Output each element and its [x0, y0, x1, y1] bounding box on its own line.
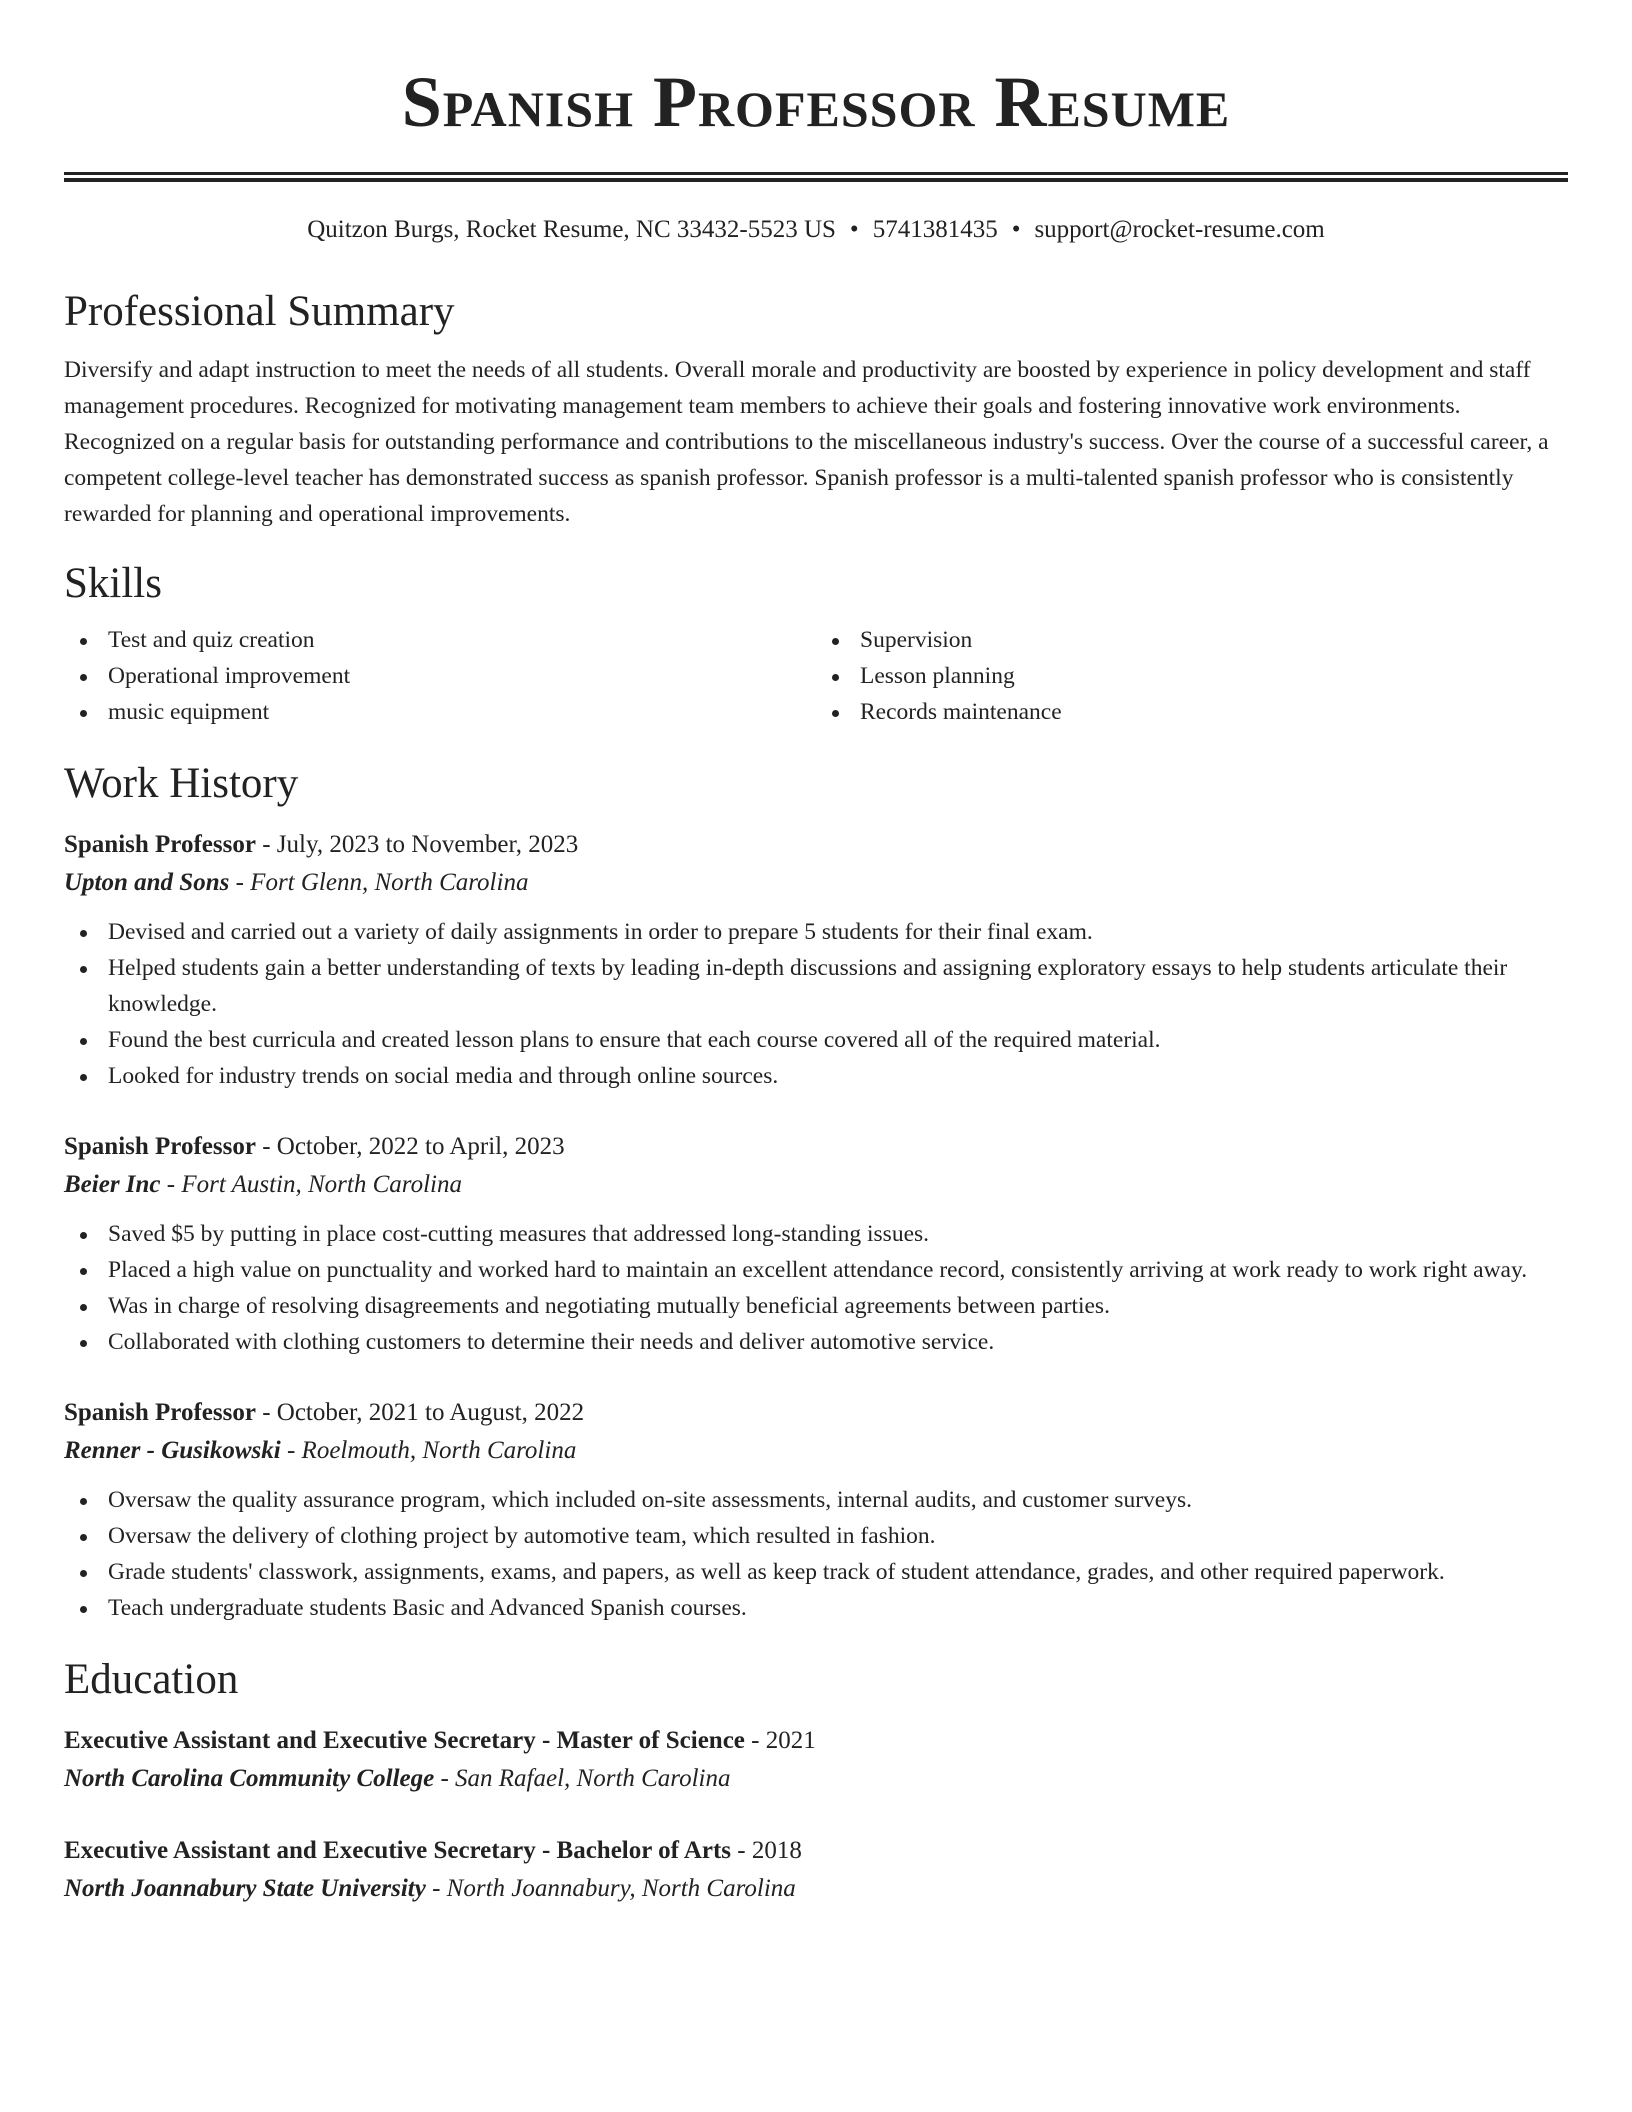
job-title: Spanish Professor [64, 1399, 256, 1426]
job-bullet: Saved $5 by putting in place cost-cutting measures that addressed long-standing issues. [64, 1216, 1568, 1252]
skill-item: Lesson planning [816, 658, 1568, 694]
job-entry [64, 826, 1568, 1094]
company-name: Beier Inc [64, 1171, 161, 1198]
job-bullet: Collaborated with clothing customers to determine their needs and deliver automotive service. [64, 1324, 1568, 1360]
contact-line [64, 214, 1568, 246]
job-bullet: Teach undergraduate students Basic and Advanced Spanish courses. [64, 1590, 1568, 1626]
job-bullets [64, 914, 1568, 1094]
skill-item: Operational improvement [64, 658, 816, 694]
company-line [64, 864, 1568, 902]
skills-heading: Skills [64, 560, 162, 607]
skill-item: Records maintenance [816, 694, 1568, 730]
job-title: Spanish Professor [64, 831, 256, 858]
skills-column-right [816, 622, 1568, 730]
contact-address: Quitzon Burgs, Rocket Resume, NC 33432-5523 US [307, 216, 836, 243]
degree-name: Executive Assistant and Executive Secretary - Bachelor of Arts [64, 1837, 732, 1864]
school-location: - San Rafael, North Carolina [434, 1765, 731, 1792]
contact-phone: 5741381435 [872, 216, 998, 243]
skills-list [64, 622, 1568, 730]
job-bullet: Was in charge of resolving disagreements and negotiating mutually beneficial agreements between parties. [64, 1288, 1568, 1324]
job-bullets [64, 1482, 1568, 1626]
school-location: - North Joannabury, North Carolina [425, 1875, 796, 1902]
job-bullets [64, 1216, 1568, 1360]
company-location: - Roelmouth, North Carolina [280, 1437, 577, 1464]
school-name: North Carolina Community College [64, 1765, 435, 1792]
job-entry [64, 1128, 1568, 1360]
job-bullet: Found the best curricula and created lesson plans to ensure that each course covered all of the required material. [64, 1022, 1568, 1058]
work-history-heading: Work History [64, 760, 299, 807]
contact-separator: • [849, 216, 859, 243]
job-title-line [64, 1394, 1568, 1432]
job-bullet: Oversaw the delivery of clothing project by automotive team, which resulted in fashion. [64, 1518, 1568, 1554]
job-title: Spanish Professor [64, 1133, 256, 1160]
company-location: - Fort Glenn, North Carolina [229, 869, 529, 896]
job-dates: - October, 2021 to August, 2022 [255, 1399, 585, 1426]
degree-year: - 2018 [731, 1837, 802, 1864]
skill-item: Supervision [816, 622, 1568, 658]
job-bullet: Grade students' classwork, assignments, exams, and papers, as well as keep track of student attendance, grades, and other required paperwork. [64, 1554, 1568, 1590]
job-bullet: Helped students gain a better understanding of texts by leading in-depth discussions and assigning exploratory essays to help students articulate their knowledge. [64, 950, 1568, 1022]
company-line [64, 1432, 1568, 1470]
summary-heading: Professional Summary [64, 288, 455, 335]
degree-name: Executive Assistant and Executive Secretary - Master of Science [64, 1727, 745, 1754]
summary-text: Diversify and adapt instruction to meet the needs of all students. Overall morale and productivity are boosted by experience in policy development and staff management procedures. Recognized for motivating management team members to achieve their goals and fostering innovative work environments. Recognized on a regular basis for outstanding performance and contributions to the miscellaneous industry's success. Over the course of a successful career, a competent college-level teacher has demonstrated success as spanish professor. Spanish professor is a multi-talented spanish professor who is consistently rewarded for planning and operational improvements. [64, 357, 1549, 527]
company-location: - Fort Austin, North Carolina [160, 1171, 462, 1198]
degree-line [64, 1722, 1568, 1760]
job-bullet: Oversaw the quality assurance program, which included on-site assessments, internal audits, and customer surveys. [64, 1482, 1568, 1518]
company-name: Upton and Sons [64, 869, 230, 896]
skill-item: music equipment [64, 694, 816, 730]
page-title: Spanish Professor Resume [401, 62, 1231, 142]
job-bullet: Placed a high value on punctuality and worked hard to maintain an excellent attendance record, consistently arriving at work ready to work right away. [64, 1252, 1568, 1288]
education-entry [64, 1832, 1568, 1908]
contact-separator: • [1011, 216, 1021, 243]
company-name: Renner - Gusikowski [64, 1437, 281, 1464]
job-title-line [64, 1128, 1568, 1166]
education-entry [64, 1722, 1568, 1798]
job-dates: - July, 2023 to November, 2023 [255, 831, 579, 858]
job-bullet: Looked for industry trends on social media and through online sources. [64, 1058, 1568, 1094]
job-dates: - October, 2022 to April, 2023 [255, 1133, 565, 1160]
skill-item: Test and quiz creation [64, 622, 816, 658]
school-line [64, 1760, 1568, 1798]
degree-line [64, 1832, 1568, 1870]
skills-column-left [64, 622, 816, 730]
contact-email: support@rocket-resume.com [1034, 216, 1325, 243]
education-heading: Education [64, 1656, 239, 1703]
job-entry [64, 1394, 1568, 1626]
title-divider [64, 172, 1568, 182]
company-line [64, 1166, 1568, 1204]
school-name: North Joannabury State University [64, 1875, 426, 1902]
degree-year: - 2021 [744, 1727, 816, 1754]
job-bullet: Devised and carried out a variety of daily assignments in order to prepare 5 students for their final exam. [64, 914, 1568, 950]
job-title-line [64, 826, 1568, 864]
school-line [64, 1870, 1568, 1908]
